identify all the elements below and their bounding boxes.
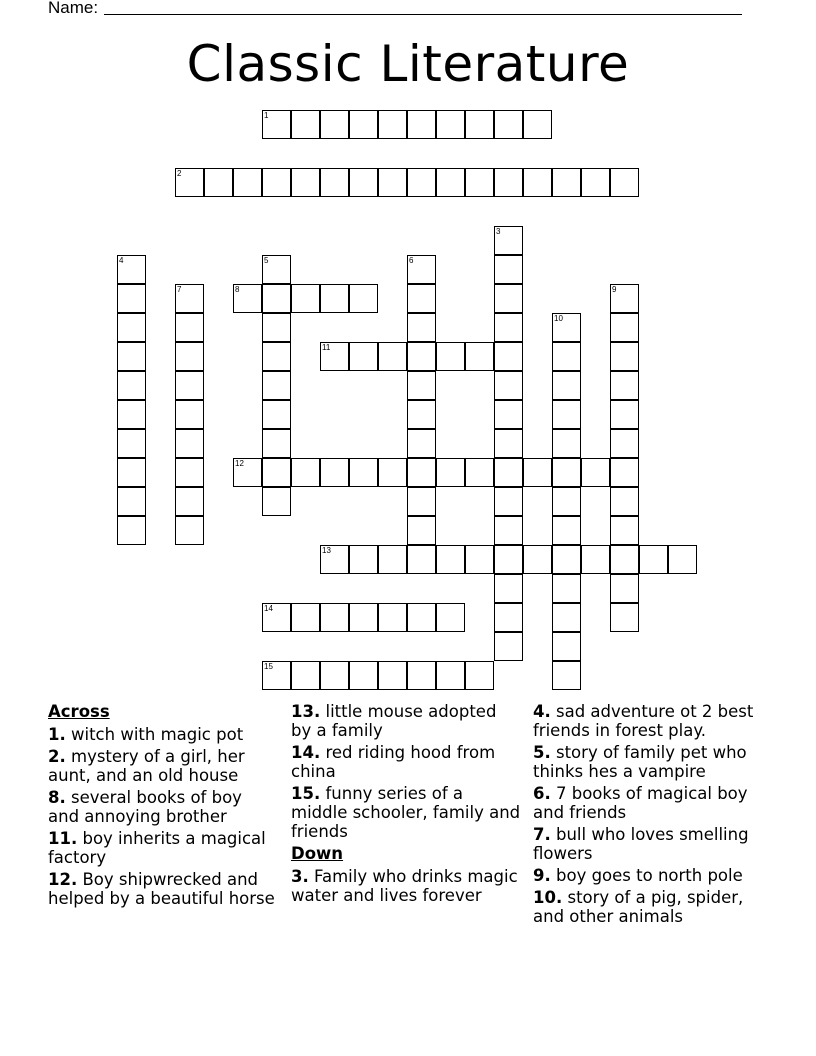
clue-item [533, 743, 773, 781]
grid-cell[interactable] [465, 545, 494, 574]
clue-item [533, 866, 773, 885]
clue-number: 14. [291, 743, 321, 762]
grid-cell[interactable] [552, 429, 581, 458]
grid-cell[interactable] [262, 458, 291, 487]
grid-cell[interactable] [407, 168, 436, 197]
clue-item [291, 784, 521, 841]
grid-cell[interactable] [117, 371, 146, 400]
clue-item [533, 702, 773, 740]
grid-cell[interactable] [552, 342, 581, 371]
clue-item [291, 867, 521, 905]
clue-number: 10. [533, 888, 563, 907]
grid-cell[interactable] [117, 516, 146, 545]
grid-cell[interactable] [407, 603, 436, 632]
grid-cell[interactable] [204, 168, 233, 197]
grid-cell[interactable] [610, 429, 639, 458]
clue-text: story of family pet who thinks hes a vampire [533, 743, 747, 781]
grid-cell[interactable] [349, 168, 378, 197]
grid-cell[interactable] [262, 400, 291, 429]
grid-cell[interactable] [262, 487, 291, 516]
grid-cell[interactable] [378, 168, 407, 197]
grid-cell[interactable] [465, 458, 494, 487]
grid-cell[interactable] [494, 400, 523, 429]
grid-cell[interactable] [639, 545, 668, 574]
grid-cell[interactable] [320, 603, 349, 632]
grid-cell[interactable] [407, 255, 436, 284]
grid-cell[interactable] [494, 458, 523, 487]
clue-item [291, 743, 521, 781]
clue-text: bull who loves smelling flowers [533, 825, 749, 863]
grid-cell[interactable] [175, 400, 204, 429]
grid-cell[interactable] [262, 603, 291, 632]
clue-text: little mouse adopted by a family [291, 702, 497, 740]
across-clue-list-1 [48, 725, 278, 908]
grid-cell[interactable] [523, 458, 552, 487]
grid-cell[interactable] [320, 545, 349, 574]
grid-cell[interactable] [117, 284, 146, 313]
grid-cell[interactable] [610, 545, 639, 574]
clue-text: Family who drinks magic water and lives forever [291, 867, 518, 905]
clue-item [291, 702, 521, 740]
grid-cell[interactable] [465, 168, 494, 197]
grid-cell[interactable] [610, 313, 639, 342]
clue-item [533, 784, 773, 822]
clue-number: 2. [48, 747, 66, 766]
grid-cell[interactable] [581, 168, 610, 197]
down-heading: Down [291, 844, 344, 863]
clue-text: witch with magic pot [65, 725, 244, 744]
clue-text: Boy shipwrecked and helped by a beautiful horse [48, 870, 275, 908]
grid-cell[interactable] [175, 168, 204, 197]
grid-cell[interactable] [465, 661, 494, 690]
grid-cell[interactable] [610, 371, 639, 400]
grid-cell[interactable] [378, 545, 407, 574]
grid-cell[interactable] [320, 661, 349, 690]
clue-item [48, 870, 278, 908]
grid-cell[interactable] [494, 429, 523, 458]
grid-cell[interactable] [523, 110, 552, 139]
grid-cell[interactable] [668, 545, 697, 574]
clue-number: 1. [48, 725, 66, 744]
grid-cell[interactable] [407, 371, 436, 400]
clue-item [48, 788, 278, 826]
grid-cell[interactable] [610, 574, 639, 603]
grid-cell[interactable] [349, 603, 378, 632]
grid-cell[interactable] [436, 342, 465, 371]
grid-cell[interactable] [436, 545, 465, 574]
grid-cell[interactable] [494, 545, 523, 574]
page-title: Classic Literature [186, 35, 630, 93]
grid-cell[interactable] [552, 603, 581, 632]
clue-text: funny series of a middle schooler, family and friends [291, 784, 521, 841]
grid-cell[interactable] [175, 458, 204, 487]
clue-number-label: 5 [264, 256, 269, 265]
clues-column-3 [533, 702, 773, 929]
grid-cell[interactable] [610, 487, 639, 516]
grid-cell[interactable] [436, 661, 465, 690]
clue-text: 7 books of magical boy and friends [533, 784, 748, 822]
grid-cell[interactable] [262, 284, 291, 313]
grid-cell[interactable] [407, 342, 436, 371]
grid-cell[interactable] [291, 284, 320, 313]
grid-cell[interactable] [262, 110, 291, 139]
grid-cell[interactable] [610, 400, 639, 429]
grid-cell[interactable] [552, 545, 581, 574]
grid-cell[interactable] [349, 284, 378, 313]
grid-cell[interactable] [378, 110, 407, 139]
grid-cell[interactable] [552, 371, 581, 400]
grid-cell[interactable] [407, 284, 436, 313]
clue-text: story of a pig, spider, and other animals [533, 888, 744, 926]
grid-cell[interactable] [117, 313, 146, 342]
across-clue-list-2 [291, 702, 521, 841]
clue-text: several books of boy and annoying brother [48, 788, 242, 826]
grid-cell[interactable] [262, 313, 291, 342]
clue-number: 13. [291, 702, 321, 721]
across-heading: Across [48, 702, 110, 721]
grid-cell[interactable] [291, 110, 320, 139]
grid-cell[interactable] [610, 603, 639, 632]
grid-cell[interactable] [117, 400, 146, 429]
clue-item [533, 825, 773, 863]
grid-cell[interactable] [436, 110, 465, 139]
grid-cell[interactable] [291, 458, 320, 487]
grid-cell[interactable] [320, 168, 349, 197]
grid-cell[interactable] [494, 284, 523, 313]
clue-number: 9. [533, 866, 551, 885]
clue-number-label: 11 [322, 343, 331, 352]
clue-number-label: 1 [264, 111, 269, 120]
grid-cell[interactable] [494, 516, 523, 545]
grid-cell[interactable] [262, 342, 291, 371]
clues-column-2 [291, 702, 521, 908]
grid-cell[interactable] [117, 342, 146, 371]
grid-cell[interactable] [523, 545, 552, 574]
grid-cell[interactable] [494, 226, 523, 255]
grid-cell[interactable] [262, 661, 291, 690]
grid-cell[interactable] [378, 603, 407, 632]
grid-cell[interactable] [349, 110, 378, 139]
grid-cell[interactable] [436, 603, 465, 632]
grid-cell[interactable] [610, 168, 639, 197]
grid-cell[interactable] [494, 487, 523, 516]
grid-cell[interactable] [407, 110, 436, 139]
grid-cell[interactable] [552, 168, 581, 197]
grid-cell[interactable] [494, 632, 523, 661]
grid-cell[interactable] [465, 110, 494, 139]
grid-cell[interactable] [349, 342, 378, 371]
clue-text: sad adventure ot 2 best friends in forest play. [533, 702, 754, 740]
clue-number-label: 2 [177, 169, 182, 178]
grid-cell[interactable] [552, 516, 581, 545]
clue-text: boy inherits a magical factory [48, 829, 266, 867]
clue-number: 3. [291, 867, 309, 886]
grid-cell[interactable] [610, 342, 639, 371]
grid-cell[interactable] [262, 429, 291, 458]
clue-number: 6. [533, 784, 551, 803]
grid-cell[interactable] [175, 284, 204, 313]
grid-cell[interactable] [175, 516, 204, 545]
grid-cell[interactable] [378, 661, 407, 690]
grid-cell[interactable] [494, 110, 523, 139]
clue-text: boy goes to north pole [550, 866, 743, 885]
grid-cell[interactable] [552, 458, 581, 487]
grid-cell[interactable] [378, 342, 407, 371]
grid-cell[interactable] [320, 284, 349, 313]
clue-item [533, 888, 773, 926]
grid-cell[interactable] [175, 313, 204, 342]
clue-number-label: 4 [119, 256, 124, 265]
clue-number-label: 3 [496, 227, 501, 236]
grid-cell[interactable] [233, 458, 262, 487]
grid-cell[interactable] [552, 632, 581, 661]
clues-column-1 [48, 702, 278, 911]
grid-cell[interactable] [349, 545, 378, 574]
grid-cell[interactable] [262, 371, 291, 400]
grid-cell[interactable] [552, 661, 581, 690]
clue-number: 12. [48, 870, 78, 889]
grid-cell[interactable] [436, 458, 465, 487]
clue-number-label: 14 [264, 604, 273, 613]
clue-number-label: 8 [235, 285, 240, 294]
grid-cell[interactable] [552, 400, 581, 429]
grid-cell[interactable] [610, 516, 639, 545]
clue-number: 11. [48, 829, 78, 848]
clue-number-label: 13 [322, 546, 331, 555]
grid-cell[interactable] [552, 313, 581, 342]
grid-cell[interactable] [494, 168, 523, 197]
grid-cell[interactable] [610, 458, 639, 487]
clue-text: red riding hood from china [291, 743, 496, 781]
grid-cell[interactable] [117, 487, 146, 516]
grid-cell[interactable] [407, 429, 436, 458]
grid-cell[interactable] [407, 545, 436, 574]
grid-cell[interactable] [581, 545, 610, 574]
clue-text: mystery of a girl, her aunt, and an old house [48, 747, 245, 785]
clue-number: 8. [48, 788, 66, 807]
grid-cell[interactable] [233, 284, 262, 313]
grid-cell[interactable] [117, 458, 146, 487]
grid-cell[interactable] [465, 342, 494, 371]
clue-number-label: 7 [177, 285, 182, 294]
grid-cell[interactable] [117, 429, 146, 458]
grid-cell[interactable] [175, 487, 204, 516]
grid-cell[interactable] [494, 371, 523, 400]
grid-cell[interactable] [552, 574, 581, 603]
grid-cell[interactable] [494, 255, 523, 284]
grid-cell[interactable] [378, 458, 407, 487]
grid-cell[interactable] [262, 255, 291, 284]
clue-item [48, 725, 278, 744]
clue-number: 5. [533, 743, 551, 762]
grid-cell[interactable] [291, 168, 320, 197]
grid-cell[interactable] [407, 516, 436, 545]
grid-cell[interactable] [349, 458, 378, 487]
clue-item [48, 747, 278, 785]
grid-cell[interactable] [175, 429, 204, 458]
grid-cell[interactable] [494, 342, 523, 371]
grid-cell[interactable] [117, 255, 146, 284]
grid-cell[interactable] [233, 168, 262, 197]
clue-number: 4. [533, 702, 551, 721]
grid-cell[interactable] [320, 342, 349, 371]
grid-cell[interactable] [175, 371, 204, 400]
clue-number-label: 15 [264, 662, 273, 671]
grid-cell[interactable] [175, 342, 204, 371]
grid-cell[interactable] [291, 603, 320, 632]
clue-number-label: 12 [235, 459, 244, 468]
grid-cell[interactable] [494, 313, 523, 342]
clue-number: 15. [291, 784, 321, 803]
grid-cell[interactable] [291, 661, 320, 690]
grid-cell[interactable] [552, 487, 581, 516]
clue-number-label: 9 [612, 285, 617, 294]
grid-cell[interactable] [262, 168, 291, 197]
grid-cell[interactable] [407, 400, 436, 429]
grid-cell[interactable] [407, 458, 436, 487]
down-clue-list-2 [533, 702, 773, 926]
grid-cell[interactable] [407, 661, 436, 690]
clue-number: 7. [533, 825, 551, 844]
grid-cell[interactable] [407, 313, 436, 342]
clue-number-label: 10 [554, 314, 563, 323]
grid-cell[interactable] [494, 603, 523, 632]
grid-cell[interactable] [320, 458, 349, 487]
grid-cell[interactable] [523, 168, 552, 197]
name-label: Name: [48, 0, 99, 17]
grid-cell[interactable] [610, 284, 639, 313]
grid-cell[interactable] [494, 574, 523, 603]
grid-cell[interactable] [349, 661, 378, 690]
grid-cell[interactable] [581, 458, 610, 487]
grid-cell[interactable] [407, 487, 436, 516]
down-clue-list-1 [291, 867, 521, 905]
clue-item [48, 829, 278, 867]
clue-number-label: 6 [409, 256, 414, 265]
grid-cell[interactable] [436, 168, 465, 197]
grid-cell[interactable] [320, 110, 349, 139]
